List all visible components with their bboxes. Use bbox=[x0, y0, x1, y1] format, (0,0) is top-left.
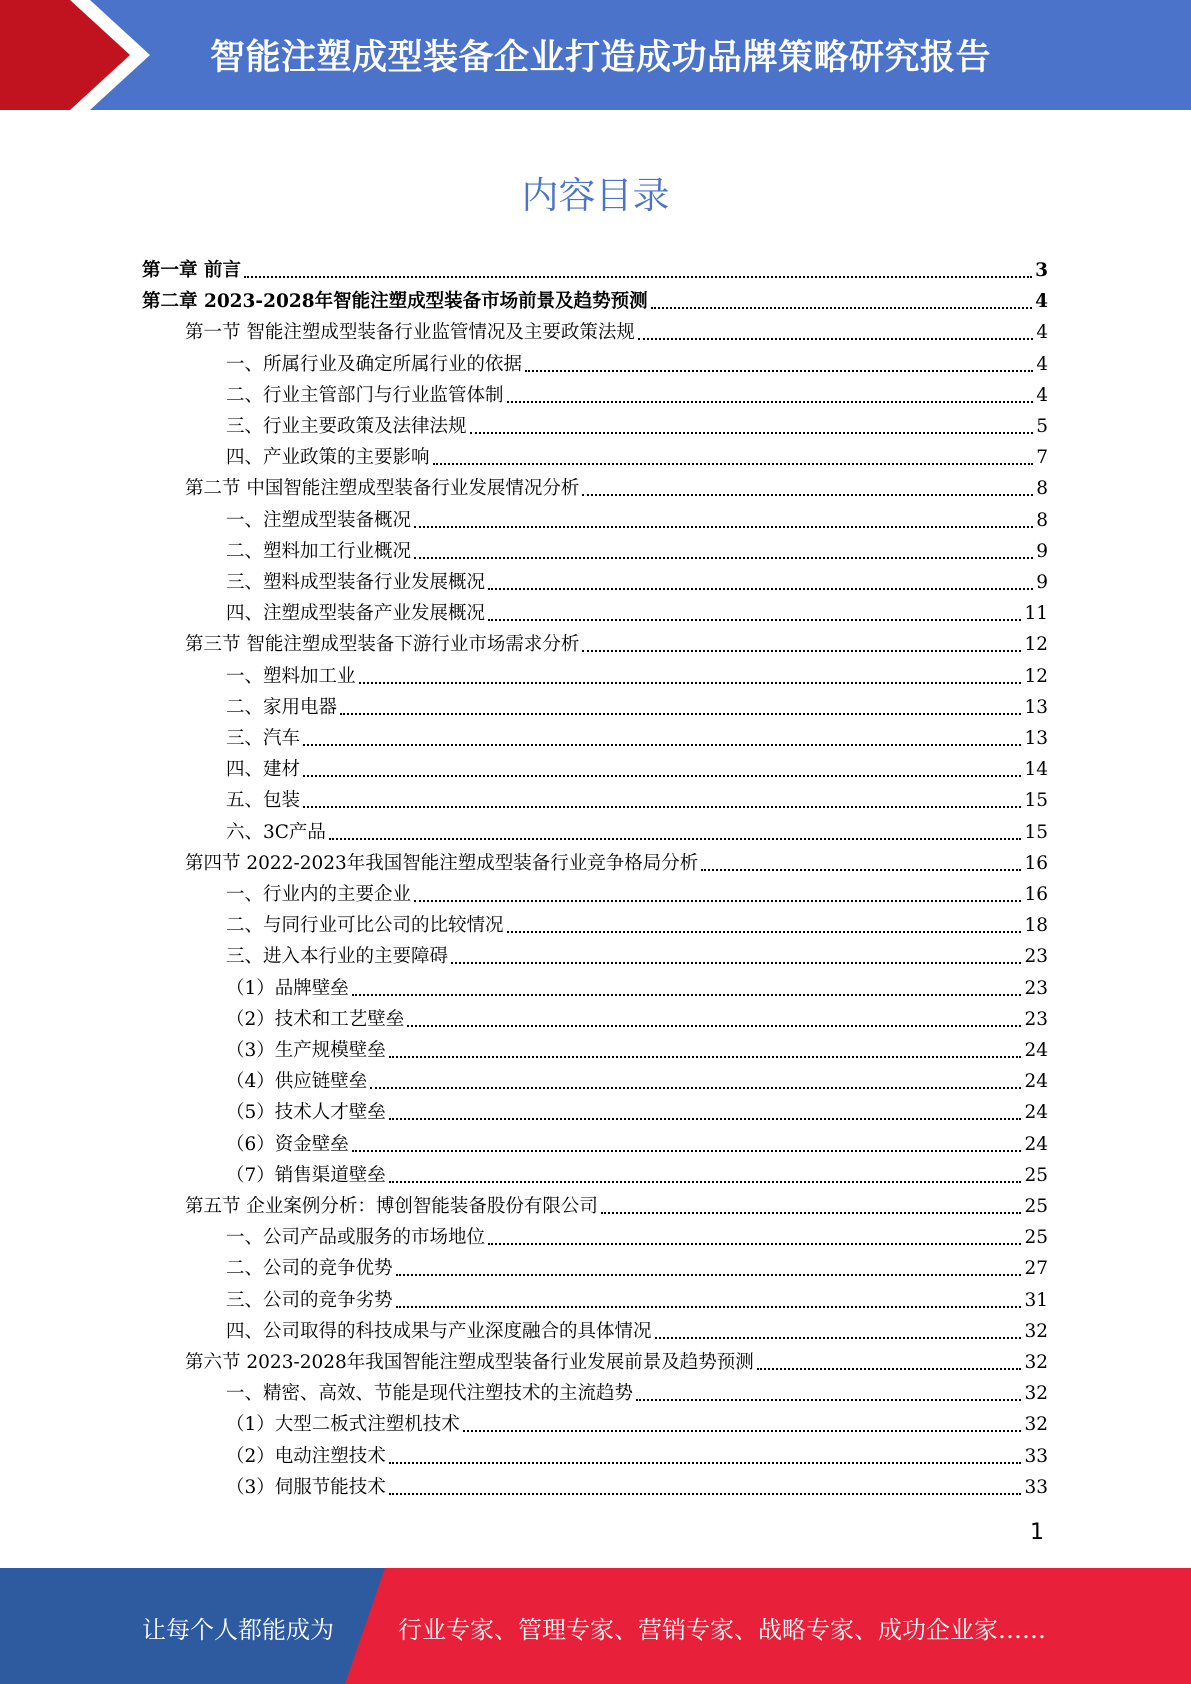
toc-entry[interactable] bbox=[226, 503, 1048, 533]
dot-leader bbox=[303, 805, 1021, 808]
toc-entry-label: 第二节 中国智能注塑成型装备行业发展情况分析 bbox=[185, 478, 580, 499]
toc-entry-page: 9 bbox=[1036, 541, 1048, 562]
toc-entry-label: 三、进入本行业的主要障碍 bbox=[226, 946, 449, 967]
dot-leader bbox=[389, 1055, 1022, 1058]
toc-entry-page: 8 bbox=[1036, 478, 1048, 499]
toc-entry-page: 9 bbox=[1036, 572, 1048, 593]
red-chevron-arrow-icon bbox=[0, 0, 230, 110]
toc-entry-label: 四、建材 bbox=[226, 759, 301, 780]
toc-entry-label: （6）资金壁垒 bbox=[226, 1134, 349, 1155]
toc-entry[interactable] bbox=[185, 1189, 1048, 1219]
footer-slogan-right: 行业专家、管理专家、营销专家、战略专家、成功企业家…… bbox=[398, 1616, 1046, 1644]
toc-entry-page: 27 bbox=[1024, 1258, 1048, 1279]
toc-entry-label: 四、公司取得的科技成果与产业深度融合的具体情况 bbox=[226, 1321, 652, 1342]
toc-entry[interactable] bbox=[226, 783, 1048, 813]
toc-entry-page: 23 bbox=[1024, 978, 1048, 999]
toc-entry-page: 33 bbox=[1024, 1446, 1048, 1467]
toc-entry-label: 第一章 前言 bbox=[142, 260, 241, 281]
toc-entry-page: 24 bbox=[1024, 1040, 1048, 1061]
dot-leader bbox=[303, 774, 1021, 777]
toc-entry[interactable] bbox=[226, 440, 1048, 470]
dot-leader bbox=[352, 993, 1022, 996]
dot-leader bbox=[488, 618, 1021, 621]
dot-leader bbox=[303, 743, 1021, 746]
toc-entry-page: 4 bbox=[1035, 291, 1048, 312]
toc-entry-page: 15 bbox=[1024, 790, 1048, 811]
toc-entry-label: 一、精密、高效、节能是现代注塑技术的主流趋势 bbox=[226, 1383, 634, 1404]
dot-leader bbox=[488, 587, 1033, 590]
toc-entry[interactable] bbox=[226, 1127, 1048, 1157]
toc-entry[interactable] bbox=[226, 690, 1048, 720]
dot-leader bbox=[655, 1336, 1022, 1339]
toc-entry[interactable] bbox=[226, 378, 1048, 408]
toc-entry-label: 五、包装 bbox=[226, 790, 301, 811]
toc-entry-label: 第三节 智能注塑成型装备下游行业市场需求分析 bbox=[185, 634, 580, 655]
toc-heading: 内容目录 bbox=[521, 174, 670, 217]
dot-leader bbox=[329, 837, 1022, 840]
toc-entry[interactable] bbox=[185, 315, 1048, 345]
toc-entry-page: 32 bbox=[1024, 1321, 1048, 1342]
dot-leader bbox=[352, 1149, 1022, 1152]
toc-entry-page: 13 bbox=[1024, 728, 1048, 749]
toc-entry[interactable] bbox=[226, 1376, 1048, 1406]
footer-slogan-left: 让每个人都能成为 bbox=[142, 1616, 334, 1644]
toc-entry-page: 25 bbox=[1024, 1196, 1048, 1217]
toc-entry-label: 第一节 智能注塑成型装备行业监管情况及主要政策法规 bbox=[185, 322, 635, 343]
toc-entry[interactable] bbox=[226, 1470, 1048, 1500]
footer-banner bbox=[0, 1568, 1191, 1684]
toc-entry[interactable] bbox=[226, 908, 1048, 938]
dot-leader bbox=[601, 1211, 1022, 1214]
toc-entry-label: 二、塑料加工行业概况 bbox=[226, 541, 412, 562]
toc-entry-page: 23 bbox=[1024, 1009, 1048, 1030]
toc-entry[interactable] bbox=[226, 1439, 1048, 1469]
toc-entry-label: 一、塑料加工业 bbox=[226, 666, 356, 687]
dot-leader bbox=[463, 1429, 1022, 1432]
toc-entry-label: 二、公司的竞争优势 bbox=[226, 1258, 393, 1279]
toc-entry-label: （1）品牌壁垒 bbox=[226, 978, 349, 999]
toc-entry-page: 31 bbox=[1024, 1290, 1048, 1311]
toc-entry-label: 四、产业政策的主要影响 bbox=[226, 447, 430, 468]
toc-entry[interactable] bbox=[226, 1033, 1048, 1063]
toc-entry-page: 24 bbox=[1024, 1102, 1048, 1123]
toc-entry-label: 三、塑料成型装备行业发展概况 bbox=[226, 572, 486, 593]
toc-entry-label: （2）技术和工艺壁垒 bbox=[226, 1009, 405, 1030]
toc-entry-page: 32 bbox=[1024, 1352, 1048, 1373]
header-banner bbox=[0, 0, 1191, 110]
toc-entry[interactable] bbox=[226, 1095, 1048, 1125]
toc-entry-label: 第五节 企业案例分析：博创智能装备股份有限公司 bbox=[185, 1196, 598, 1217]
toc-entry[interactable] bbox=[226, 565, 1048, 595]
toc-entry-page: 12 bbox=[1024, 634, 1048, 655]
toc-entry-page: 16 bbox=[1024, 853, 1048, 874]
toc-entry[interactable] bbox=[185, 1345, 1048, 1375]
toc-entry-page: 13 bbox=[1024, 697, 1048, 718]
dot-leader bbox=[396, 1305, 1022, 1308]
toc-entry[interactable] bbox=[226, 1283, 1048, 1313]
toc-entry-label: 二、家用电器 bbox=[226, 697, 338, 718]
toc-entry-page: 11 bbox=[1024, 603, 1048, 624]
dot-leader bbox=[638, 337, 1033, 340]
dot-leader bbox=[651, 306, 1033, 309]
toc-entry-page: 23 bbox=[1024, 946, 1048, 967]
toc-entry-label: 一、所属行业及确定所属行业的依据 bbox=[226, 354, 523, 375]
toc-entry[interactable] bbox=[226, 659, 1048, 689]
dot-leader bbox=[470, 431, 1034, 434]
toc-entry[interactable] bbox=[185, 846, 1048, 876]
toc-entry-page: 5 bbox=[1036, 416, 1048, 437]
toc-entry[interactable] bbox=[226, 1220, 1048, 1250]
toc-entry-page: 24 bbox=[1024, 1071, 1048, 1092]
dot-leader bbox=[701, 868, 1021, 871]
toc-entry-label: 一、注塑成型装备概况 bbox=[226, 510, 412, 531]
toc-entry-page: 32 bbox=[1024, 1383, 1048, 1404]
toc-entry-page: 4 bbox=[1036, 354, 1048, 375]
toc-entry[interactable] bbox=[226, 939, 1048, 969]
toc-entry[interactable] bbox=[226, 971, 1048, 1001]
dot-leader bbox=[407, 1024, 1021, 1027]
toc-entry-page: 25 bbox=[1024, 1165, 1048, 1186]
toc-entry-label: 三、汽车 bbox=[226, 728, 301, 749]
toc-entry-page: 18 bbox=[1024, 915, 1048, 936]
toc-entry[interactable] bbox=[142, 253, 1048, 283]
toc-entry[interactable] bbox=[226, 534, 1048, 564]
dot-leader bbox=[507, 400, 1034, 403]
dot-leader bbox=[389, 1117, 1022, 1120]
toc-entry[interactable] bbox=[226, 1407, 1048, 1437]
toc-entry-label: （7）销售渠道壁垒 bbox=[226, 1165, 386, 1186]
toc-entry-label: 六、3C产品 bbox=[226, 822, 326, 843]
toc-entry[interactable] bbox=[226, 1064, 1048, 1094]
toc-entry-page: 16 bbox=[1024, 884, 1048, 905]
toc-entry-label: 二、与同行业可比公司的比较情况 bbox=[226, 915, 504, 936]
dot-leader bbox=[582, 493, 1033, 496]
toc-entry[interactable] bbox=[226, 1314, 1048, 1344]
toc-entry[interactable] bbox=[226, 409, 1048, 439]
dot-leader bbox=[451, 961, 1021, 964]
dot-leader bbox=[414, 899, 1021, 902]
toc-entry[interactable] bbox=[226, 877, 1048, 907]
dot-leader bbox=[389, 1461, 1022, 1464]
toc-entry-page: 15 bbox=[1024, 822, 1048, 843]
toc-entry[interactable] bbox=[226, 1251, 1048, 1281]
toc-entry-label: 二、行业主管部门与行业监管体制 bbox=[226, 385, 504, 406]
dot-leader bbox=[370, 1086, 1021, 1089]
dot-leader bbox=[244, 275, 1032, 278]
toc-entry-page: 25 bbox=[1024, 1227, 1048, 1248]
toc-entry[interactable] bbox=[226, 596, 1048, 626]
dot-leader bbox=[414, 556, 1033, 559]
dot-leader bbox=[396, 1273, 1022, 1276]
toc-entry-page: 3 bbox=[1035, 260, 1048, 281]
toc-entry-label: 第四节 2022-2023年我国智能注塑成型装备行业竞争格局分析 bbox=[185, 853, 699, 874]
toc-entry[interactable] bbox=[226, 1158, 1048, 1188]
toc-entry-label: （2）电动注塑技术 bbox=[226, 1446, 386, 1467]
toc-entry[interactable] bbox=[185, 627, 1048, 657]
page-number: 1 bbox=[1030, 1520, 1044, 1545]
toc-entry-page: 8 bbox=[1036, 510, 1048, 531]
toc-entry-label: （3）伺服节能技术 bbox=[226, 1477, 386, 1498]
toc-entry-label: （1）大型二板式注塑机技术 bbox=[226, 1414, 460, 1435]
dot-leader bbox=[389, 1492, 1022, 1495]
toc-entry-label: （4）供应链壁垒 bbox=[226, 1071, 368, 1092]
toc-entry-page: 12 bbox=[1024, 666, 1048, 687]
toc-entry[interactable] bbox=[185, 471, 1048, 501]
dot-leader bbox=[389, 1180, 1022, 1183]
toc-entry-page: 14 bbox=[1024, 759, 1048, 780]
toc-entry[interactable] bbox=[226, 347, 1048, 377]
toc-entry-label: 三、公司的竞争劣势 bbox=[226, 1290, 393, 1311]
toc-entry-label: 三、行业主要政策及法律法规 bbox=[226, 416, 467, 437]
toc-entry-page: 24 bbox=[1024, 1134, 1048, 1155]
dot-leader bbox=[433, 462, 1034, 465]
toc-entry[interactable] bbox=[226, 815, 1048, 845]
toc-entry-label: （3）生产规模壁垒 bbox=[226, 1040, 386, 1061]
toc-entry-label: 四、注塑成型装备产业发展概况 bbox=[226, 603, 486, 624]
report-title: 智能注塑成型装备企业打造成功品牌策略研究报告 bbox=[210, 38, 992, 78]
toc-entry[interactable] bbox=[226, 752, 1048, 782]
toc-entry-label: 一、行业内的主要企业 bbox=[226, 884, 412, 905]
dot-leader bbox=[340, 712, 1021, 715]
dot-leader bbox=[359, 681, 1022, 684]
toc-entry[interactable] bbox=[142, 284, 1048, 314]
toc-entry[interactable] bbox=[226, 1002, 1048, 1032]
toc-entry-page: 4 bbox=[1036, 385, 1048, 406]
dot-leader bbox=[757, 1367, 1022, 1370]
toc-entry-page: 32 bbox=[1024, 1414, 1048, 1435]
toc-entry-label: （5）技术人才壁垒 bbox=[226, 1102, 386, 1123]
toc-entry-page: 33 bbox=[1024, 1477, 1048, 1498]
dot-leader bbox=[582, 649, 1021, 652]
toc-entry[interactable] bbox=[226, 721, 1048, 751]
toc-entry-page: 4 bbox=[1036, 322, 1048, 343]
dot-leader bbox=[488, 1242, 1021, 1245]
dot-leader bbox=[507, 930, 1022, 933]
toc-entry-page: 7 bbox=[1036, 447, 1048, 468]
toc-entry-label: 第二章 2023-2028年智能注塑成型装备市场前景及趋势预测 bbox=[142, 291, 648, 312]
dot-leader bbox=[636, 1398, 1021, 1401]
dot-leader bbox=[525, 369, 1033, 372]
dot-leader bbox=[414, 525, 1033, 528]
toc-entry-label: 第六节 2023-2028年我国智能注塑成型装备行业发展前景及趋势预测 bbox=[185, 1352, 754, 1373]
toc-entry-label: 一、公司产品或服务的市场地位 bbox=[226, 1227, 486, 1248]
